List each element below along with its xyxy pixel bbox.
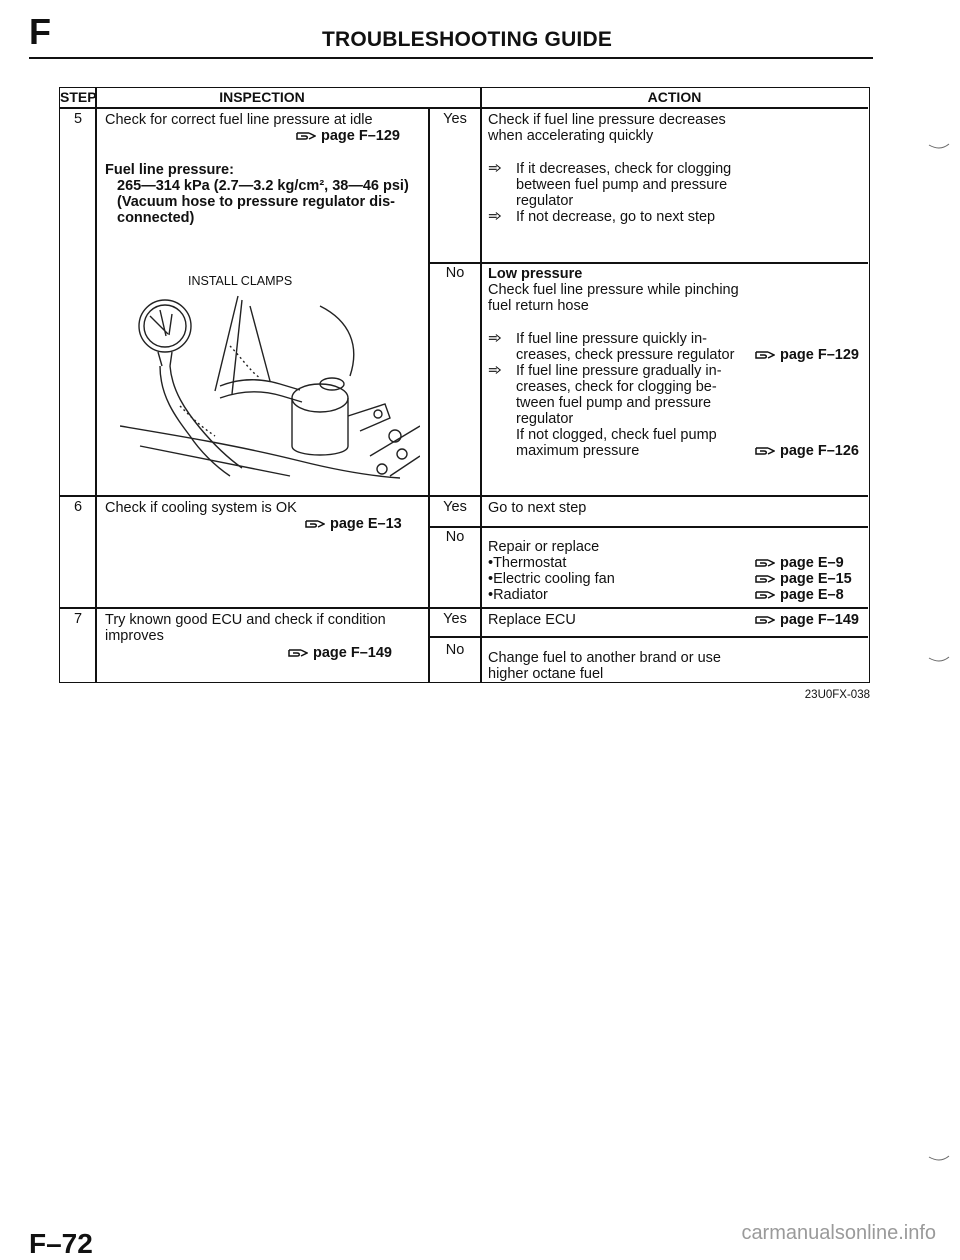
action-text: Check if fuel line pressure decreases	[488, 112, 726, 128]
spec-value: 265—314 kPa (2.7—3.2 kg/cm², 38—46 psi)	[117, 178, 409, 194]
page-reference: page E–15	[755, 571, 852, 587]
action-text: If not clogged, check fuel pump	[516, 427, 717, 443]
inspection-text: Check for correct fuel line pressure at idle	[105, 112, 373, 128]
reference-pointer-icon	[755, 350, 775, 360]
no-label: No	[445, 642, 465, 658]
action-item: •Thermostat	[488, 555, 567, 571]
no-label: No	[445, 529, 465, 545]
action-text: maximum pressure	[516, 443, 640, 459]
action-text: fuel return hose	[488, 298, 589, 314]
action-title: Low pressure	[488, 266, 583, 282]
column-header-action: ACTION	[647, 89, 702, 105]
action-text: when accelerating quickly	[488, 128, 654, 144]
action-text: higher octane fuel	[488, 666, 604, 682]
column-divider	[480, 88, 482, 682]
watermark: carmanualsonline.info	[741, 1222, 936, 1244]
row-rule	[60, 607, 868, 609]
action-text: between fuel pump and pressure	[516, 177, 728, 193]
reference-pointer-icon	[755, 615, 775, 625]
column-header-inspection: INSPECTION	[219, 89, 305, 105]
yes-label: Yes	[443, 111, 467, 127]
reference-pointer-icon	[755, 590, 775, 600]
yes-label: Yes	[443, 499, 467, 515]
action-text: If it decreases, check for clogging	[516, 161, 732, 177]
arrow-icon	[488, 163, 502, 173]
action-text: Replace ECU	[488, 612, 576, 628]
action-text: Go to next step	[488, 500, 587, 516]
reference-pointer-icon	[755, 574, 775, 584]
action-text: regulator	[516, 411, 574, 427]
spec-label: Fuel line pressure:	[105, 162, 234, 178]
scan-artifact	[928, 1155, 950, 1161]
action-text: regulator	[516, 193, 574, 209]
header-rule	[60, 107, 868, 109]
page-number: F–72	[29, 1228, 93, 1259]
column-divider	[95, 88, 97, 682]
page-reference: page F–149	[288, 645, 392, 661]
action-bullet	[488, 363, 502, 379]
scan-artifact	[928, 143, 950, 149]
page-reference: page F–126	[755, 443, 859, 459]
action-item: •Electric cooling fan	[488, 571, 615, 587]
step-number: 6	[73, 499, 83, 515]
arrow-icon	[488, 333, 502, 343]
page-reference: page F–129	[755, 347, 859, 363]
row-rule	[428, 262, 868, 264]
inspection-text: Try known good ECU and check if condition	[105, 612, 386, 628]
arrow-icon	[488, 211, 502, 221]
page-reference: page E–9	[755, 555, 844, 571]
yes-label: Yes	[443, 611, 467, 627]
no-label: No	[445, 265, 465, 281]
action-text: creases, check for clogging be-	[516, 379, 717, 395]
action-text: Change fuel to another brand or use	[488, 650, 721, 666]
figure-label: INSTALL CLAMPS	[188, 274, 293, 288]
figure-code: 23U0FX-038	[804, 689, 870, 701]
page-title: TROUBLESHOOTING GUIDE	[322, 28, 613, 51]
page-reference: page F–149	[755, 612, 859, 628]
arrow-icon	[488, 365, 502, 375]
step-number: 5	[73, 111, 83, 127]
column-divider	[428, 108, 430, 682]
row-rule	[60, 495, 868, 497]
inspection-text: Check if cooling system is OK	[105, 500, 297, 516]
action-text: creases, check pressure regulator	[516, 347, 735, 363]
reference-pointer-icon	[755, 558, 775, 568]
inspection-text: improves	[105, 628, 164, 644]
action-title: Repair or replace	[488, 539, 600, 555]
action-text: If fuel line pressure quickly in-	[516, 331, 707, 347]
action-bullet	[488, 161, 502, 177]
fuel-pressure-gauge-illustration	[120, 286, 420, 486]
step-number: 7	[73, 611, 83, 627]
action-text: tween fuel pump and pressure	[516, 395, 712, 411]
spec-value: connected)	[117, 210, 195, 226]
row-rule	[428, 526, 868, 528]
troubleshooting-table	[59, 87, 870, 683]
page-reference: page F–129	[296, 128, 400, 144]
reference-pointer-icon	[288, 648, 308, 658]
scan-artifact	[928, 656, 950, 662]
section-letter: F	[29, 11, 51, 52]
reference-pointer-icon	[755, 446, 775, 456]
page-reference: page E–13	[305, 516, 402, 532]
spec-value: (Vacuum hose to pressure regulator dis-	[117, 194, 395, 210]
action-bullet	[488, 209, 502, 225]
action-item: •Radiator	[488, 587, 548, 603]
action-text: If fuel line pressure gradually in-	[516, 363, 722, 379]
action-text: Check fuel line pressure while pinching	[488, 282, 739, 298]
reference-pointer-icon	[305, 519, 325, 529]
action-text: If not decrease, go to next step	[516, 209, 716, 225]
title-divider	[29, 57, 873, 59]
column-header-step: STEP	[60, 89, 97, 105]
action-bullet	[488, 331, 502, 347]
reference-pointer-icon	[296, 131, 316, 141]
row-rule	[428, 636, 868, 638]
page-reference: page E–8	[755, 587, 844, 603]
